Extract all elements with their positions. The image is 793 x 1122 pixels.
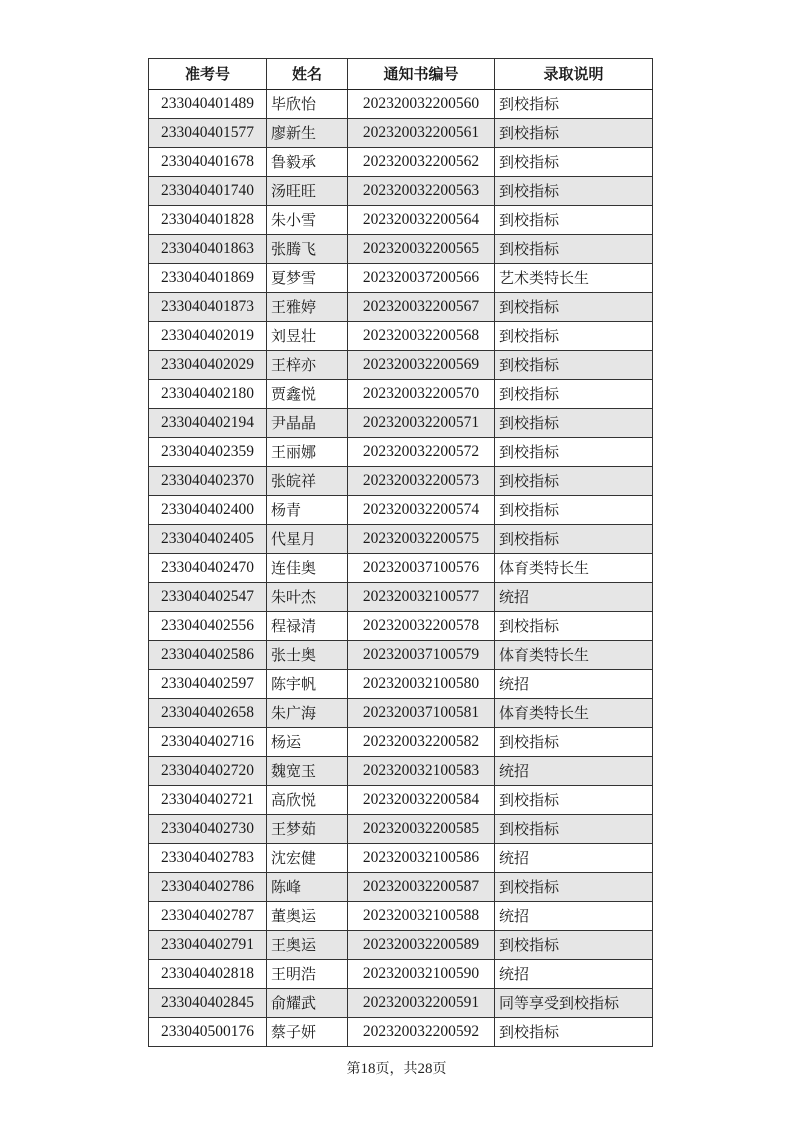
cell-student-name: 高欣悦 — [267, 786, 348, 815]
cell-admission-note: 统招 — [495, 670, 653, 699]
cell-exam-number: 233040402730 — [149, 815, 267, 844]
cell-exam-number: 233040402787 — [149, 902, 267, 931]
cell-exam-number: 233040402720 — [149, 757, 267, 786]
admission-table — [148, 58, 653, 1047]
table-row — [149, 351, 653, 380]
cell-notice-number: 202320037100576 — [348, 554, 495, 583]
cell-admission-note: 到校指标 — [495, 380, 653, 409]
table-row — [149, 902, 653, 931]
table-row — [149, 409, 653, 438]
table-row — [149, 699, 653, 728]
cell-admission-note: 艺术类特长生 — [495, 264, 653, 293]
cell-student-name: 毕欣怡 — [267, 90, 348, 119]
cell-exam-number: 233040401828 — [149, 206, 267, 235]
cell-notice-number: 202320032200574 — [348, 496, 495, 525]
table-row — [149, 873, 653, 902]
table-row — [149, 322, 653, 351]
column-header-admission-note: 录取说明 — [495, 59, 653, 90]
cell-admission-note: 到校指标 — [495, 148, 653, 177]
cell-admission-note: 到校指标 — [495, 438, 653, 467]
cell-exam-number: 233040401873 — [149, 293, 267, 322]
cell-exam-number: 233040402180 — [149, 380, 267, 409]
cell-student-name: 朱小雪 — [267, 206, 348, 235]
table-row — [149, 467, 653, 496]
cell-exam-number: 233040401489 — [149, 90, 267, 119]
column-header-name: 姓名 — [267, 59, 348, 90]
cell-notice-number: 202320032200575 — [348, 525, 495, 554]
cell-notice-number: 202320032100583 — [348, 757, 495, 786]
cell-student-name: 夏梦雪 — [267, 264, 348, 293]
cell-student-name: 俞耀武 — [267, 989, 348, 1018]
cell-student-name: 程禄清 — [267, 612, 348, 641]
table-row — [149, 960, 653, 989]
cell-admission-note: 统招 — [495, 757, 653, 786]
cell-exam-number: 233040402019 — [149, 322, 267, 351]
cell-exam-number: 233040402029 — [149, 351, 267, 380]
cell-admission-note: 到校指标 — [495, 351, 653, 380]
table-row — [149, 235, 653, 264]
cell-exam-number: 233040402818 — [149, 960, 267, 989]
table-row — [149, 844, 653, 873]
cell-admission-note: 到校指标 — [495, 525, 653, 554]
cell-admission-note: 到校指标 — [495, 931, 653, 960]
cell-admission-note: 到校指标 — [495, 293, 653, 322]
cell-admission-note: 统招 — [495, 844, 653, 873]
cell-student-name: 蔡子妍 — [267, 1018, 348, 1047]
cell-admission-note: 到校指标 — [495, 873, 653, 902]
cell-exam-number: 233040402721 — [149, 786, 267, 815]
cell-admission-note: 同等享受到校指标 — [495, 989, 653, 1018]
column-header-exam-number: 准考号 — [149, 59, 267, 90]
cell-admission-note: 统招 — [495, 960, 653, 989]
footer-prefix: 第 — [346, 1061, 361, 1077]
cell-notice-number: 202320032200563 — [348, 177, 495, 206]
cell-student-name: 董奥运 — [267, 902, 348, 931]
cell-admission-note: 到校指标 — [495, 467, 653, 496]
cell-admission-note: 到校指标 — [495, 1018, 653, 1047]
cell-student-name: 张皖祥 — [267, 467, 348, 496]
cell-student-name: 陈宇帆 — [267, 670, 348, 699]
column-header-notice-number: 通知书编号 — [348, 59, 495, 90]
table-row — [149, 815, 653, 844]
table-row — [149, 786, 653, 815]
cell-student-name: 王梓亦 — [267, 351, 348, 380]
cell-notice-number: 202320032200585 — [348, 815, 495, 844]
cell-exam-number: 233040402783 — [149, 844, 267, 873]
cell-exam-number: 233040401577 — [149, 119, 267, 148]
table-row — [149, 670, 653, 699]
cell-notice-number: 202320037100579 — [348, 641, 495, 670]
cell-admission-note: 到校指标 — [495, 119, 653, 148]
cell-admission-note: 到校指标 — [495, 409, 653, 438]
table-row — [149, 293, 653, 322]
cell-notice-number: 202320032200570 — [348, 380, 495, 409]
cell-student-name: 朱广海 — [267, 699, 348, 728]
footer-page-number: 18 — [360, 1061, 376, 1077]
cell-student-name: 王奥运 — [267, 931, 348, 960]
cell-admission-note: 到校指标 — [495, 612, 653, 641]
cell-notice-number: 202320032200569 — [348, 351, 495, 380]
cell-notice-number: 202320032200587 — [348, 873, 495, 902]
cell-notice-number: 202320032200567 — [348, 293, 495, 322]
cell-exam-number: 233040402716 — [149, 728, 267, 757]
cell-student-name: 张士奥 — [267, 641, 348, 670]
cell-student-name: 廖新生 — [267, 119, 348, 148]
cell-exam-number: 233040402586 — [149, 641, 267, 670]
table-row — [149, 728, 653, 757]
table-row — [149, 90, 653, 119]
cell-notice-number: 202320037100581 — [348, 699, 495, 728]
cell-exam-number: 233040402791 — [149, 931, 267, 960]
table-row — [149, 177, 653, 206]
table-row — [149, 148, 653, 177]
footer-total-pages: 28 — [417, 1061, 433, 1077]
cell-exam-number: 233040401863 — [149, 235, 267, 264]
cell-notice-number: 202320032100577 — [348, 583, 495, 612]
cell-student-name: 张腾飞 — [267, 235, 348, 264]
cell-admission-note: 体育类特长生 — [495, 641, 653, 670]
cell-student-name: 杨运 — [267, 728, 348, 757]
cell-student-name: 魏宽玉 — [267, 757, 348, 786]
cell-notice-number: 202320032200561 — [348, 119, 495, 148]
cell-student-name: 陈峰 — [267, 873, 348, 902]
cell-notice-number: 202320032200592 — [348, 1018, 495, 1047]
cell-admission-note: 统招 — [495, 583, 653, 612]
cell-admission-note: 到校指标 — [495, 728, 653, 757]
cell-exam-number: 233040402370 — [149, 467, 267, 496]
cell-exam-number: 233040402470 — [149, 554, 267, 583]
table-row — [149, 989, 653, 1018]
cell-exam-number: 233040402194 — [149, 409, 267, 438]
cell-exam-number: 233040402547 — [149, 583, 267, 612]
cell-notice-number: 202320032100590 — [348, 960, 495, 989]
cell-exam-number: 233040402359 — [149, 438, 267, 467]
table-row — [149, 206, 653, 235]
table-body — [149, 90, 653, 1047]
cell-exam-number: 233040402405 — [149, 525, 267, 554]
cell-exam-number: 233040401678 — [149, 148, 267, 177]
cell-exam-number: 233040401740 — [149, 177, 267, 206]
cell-student-name: 刘昱壮 — [267, 322, 348, 351]
cell-student-name: 贾鑫悦 — [267, 380, 348, 409]
cell-student-name: 鲁毅承 — [267, 148, 348, 177]
cell-admission-note: 到校指标 — [495, 815, 653, 844]
cell-admission-note: 到校指标 — [495, 496, 653, 525]
cell-notice-number: 202320032200582 — [348, 728, 495, 757]
cell-student-name: 连佳奥 — [267, 554, 348, 583]
table-row — [149, 931, 653, 960]
cell-notice-number: 202320032200572 — [348, 438, 495, 467]
cell-notice-number: 202320032200571 — [348, 409, 495, 438]
cell-notice-number: 202320037200566 — [348, 264, 495, 293]
cell-exam-number: 233040500176 — [149, 1018, 267, 1047]
cell-student-name: 代星月 — [267, 525, 348, 554]
cell-student-name: 朱叶杰 — [267, 583, 348, 612]
cell-admission-note: 到校指标 — [495, 90, 653, 119]
cell-student-name: 沈宏健 — [267, 844, 348, 873]
cell-admission-note: 到校指标 — [495, 177, 653, 206]
cell-notice-number: 202320032100580 — [348, 670, 495, 699]
cell-exam-number: 233040401869 — [149, 264, 267, 293]
cell-admission-note: 到校指标 — [495, 786, 653, 815]
cell-exam-number: 233040402786 — [149, 873, 267, 902]
cell-notice-number: 202320032200562 — [348, 148, 495, 177]
table-row — [149, 1018, 653, 1047]
cell-exam-number: 233040402845 — [149, 989, 267, 1018]
table-row — [149, 757, 653, 786]
cell-notice-number: 202320032200578 — [348, 612, 495, 641]
cell-student-name: 尹晶晶 — [267, 409, 348, 438]
table-row — [149, 380, 653, 409]
table-row — [149, 496, 653, 525]
cell-student-name: 王丽娜 — [267, 438, 348, 467]
page-footer — [0, 1058, 793, 1078]
cell-admission-note: 统招 — [495, 902, 653, 931]
table-row — [149, 612, 653, 641]
table-row — [149, 438, 653, 467]
footer-suffix: 页 — [432, 1061, 447, 1077]
cell-student-name: 汤旺旺 — [267, 177, 348, 206]
table-row — [149, 119, 653, 148]
cell-exam-number: 233040402400 — [149, 496, 267, 525]
cell-admission-note: 到校指标 — [495, 235, 653, 264]
cell-notice-number: 202320032200589 — [348, 931, 495, 960]
cell-student-name: 王梦茹 — [267, 815, 348, 844]
cell-notice-number: 202320032100588 — [348, 902, 495, 931]
cell-notice-number: 202320032200565 — [348, 235, 495, 264]
cell-student-name: 杨青 — [267, 496, 348, 525]
table-header-row — [149, 59, 653, 90]
cell-admission-note: 到校指标 — [495, 206, 653, 235]
cell-notice-number: 202320032200584 — [348, 786, 495, 815]
cell-student-name: 王雅婷 — [267, 293, 348, 322]
cell-notice-number: 202320032200568 — [348, 322, 495, 351]
table-row — [149, 554, 653, 583]
cell-admission-note: 到校指标 — [495, 322, 653, 351]
cell-exam-number: 233040402658 — [149, 699, 267, 728]
cell-notice-number: 202320032200560 — [348, 90, 495, 119]
table-row — [149, 641, 653, 670]
cell-exam-number: 233040402556 — [149, 612, 267, 641]
table-row — [149, 264, 653, 293]
cell-admission-note: 体育类特长生 — [495, 554, 653, 583]
table-row — [149, 583, 653, 612]
cell-notice-number: 202320032100586 — [348, 844, 495, 873]
cell-notice-number: 202320032200564 — [348, 206, 495, 235]
cell-notice-number: 202320032200573 — [348, 467, 495, 496]
cell-admission-note: 体育类特长生 — [495, 699, 653, 728]
footer-middle: 页，共 — [375, 1061, 418, 1077]
cell-student-name: 王明浩 — [267, 960, 348, 989]
cell-exam-number: 233040402597 — [149, 670, 267, 699]
table-row — [149, 525, 653, 554]
cell-notice-number: 202320032200591 — [348, 989, 495, 1018]
